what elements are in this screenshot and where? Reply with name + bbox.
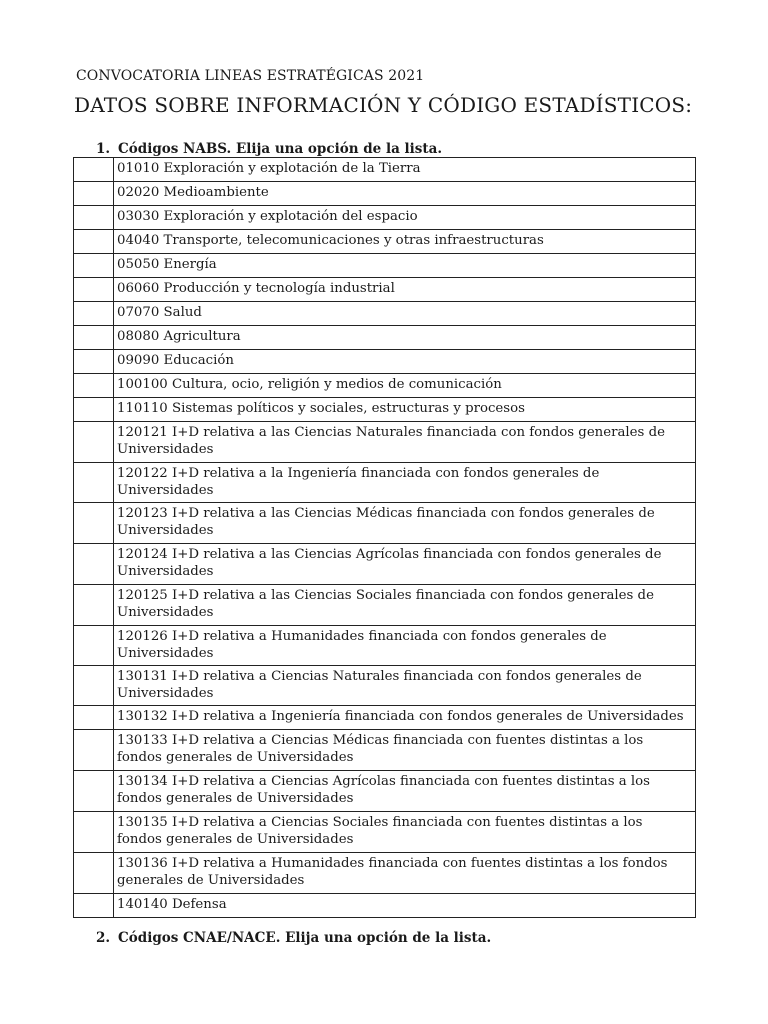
- option-select-cell[interactable]: [74, 666, 114, 706]
- nabs-code-cell: 130134 I+D relativa a Ciencias Agrícolas financiada con fuentes distintas a los fondos generales de Universidades: [114, 771, 696, 812]
- option-select-cell[interactable]: [74, 812, 114, 853]
- table-row[interactable]: [74, 812, 696, 853]
- option-select-cell[interactable]: [74, 254, 114, 278]
- section-heading-text: Códigos CNAE/NACE. Elija una opción de la lista.: [118, 930, 492, 946]
- nabs-code-cell: 04040 Transporte, telecomunicaciones y otras infraestructuras: [114, 230, 696, 254]
- table-row[interactable]: [74, 585, 696, 626]
- option-select-cell[interactable]: [74, 730, 114, 771]
- option-select-cell[interactable]: [74, 278, 114, 302]
- option-select-cell[interactable]: [74, 398, 114, 422]
- option-select-cell[interactable]: [74, 706, 114, 730]
- table-row[interactable]: [74, 666, 696, 706]
- option-select-cell[interactable]: [74, 326, 114, 350]
- table-row[interactable]: [74, 544, 696, 585]
- table-row[interactable]: [74, 278, 696, 302]
- nabs-code-cell: 100100 Cultura, ocio, religión y medios de comunicación: [114, 374, 696, 398]
- nabs-code-cell: 120121 I+D relativa a las Ciencias Naturales financiada con fondos generales de Universidades: [114, 422, 696, 463]
- nabs-code-cell: 120126 I+D relativa a Humanidades financiada con fondos generales de Universidades: [114, 626, 696, 666]
- option-select-cell[interactable]: [74, 182, 114, 206]
- option-select-cell[interactable]: [74, 771, 114, 812]
- option-select-cell[interactable]: [74, 350, 114, 374]
- option-select-cell[interactable]: [74, 626, 114, 666]
- nabs-code-cell: 02020 Medioambiente: [114, 182, 696, 206]
- nabs-code-cell: 130132 I+D relativa a Ingeniería financiada con fondos generales de Universidades: [114, 706, 696, 730]
- nabs-code-cell: 140140 Defensa: [114, 894, 696, 918]
- table-row[interactable]: [74, 350, 696, 374]
- nabs-code-cell: 130135 I+D relativa a Ciencias Sociales financiada con fuentes distintas a los fondos generales de Universidades: [114, 812, 696, 853]
- nabs-code-cell: 120122 I+D relativa a la Ingeniería financiada con fondos generales de Universidades: [114, 463, 696, 503]
- option-select-cell[interactable]: [74, 230, 114, 254]
- table-row[interactable]: [74, 771, 696, 812]
- option-select-cell[interactable]: [74, 544, 114, 585]
- nabs-code-cell: 130133 I+D relativa a Ciencias Médicas financiada con fuentes distintas a los fondos generales de Universidades: [114, 730, 696, 771]
- table-row[interactable]: [74, 254, 696, 278]
- table-row[interactable]: [74, 706, 696, 730]
- nabs-codes-table: [73, 157, 696, 918]
- option-select-cell[interactable]: [74, 422, 114, 463]
- option-select-cell[interactable]: [74, 894, 114, 918]
- table-row[interactable]: [74, 302, 696, 326]
- option-select-cell[interactable]: [74, 206, 114, 230]
- table-row[interactable]: [74, 374, 696, 398]
- table-row[interactable]: [74, 206, 696, 230]
- option-select-cell[interactable]: [74, 302, 114, 326]
- nabs-code-cell: 130136 I+D relativa a Humanidades financiada con fuentes distintas a los fondos generales de Universidades: [114, 853, 696, 894]
- table-row[interactable]: [74, 158, 696, 182]
- option-select-cell[interactable]: [74, 463, 114, 503]
- table-row[interactable]: [74, 182, 696, 206]
- table-row[interactable]: [74, 894, 696, 918]
- option-select-cell[interactable]: [74, 853, 114, 894]
- table-row[interactable]: [74, 503, 696, 544]
- table-row[interactable]: [74, 230, 696, 254]
- table-row[interactable]: [74, 398, 696, 422]
- section-number: 2.: [96, 930, 111, 946]
- table-row[interactable]: [74, 626, 696, 666]
- nabs-code-cell: 01010 Exploración y explotación de la Tierra: [114, 158, 696, 182]
- document-title: DATOS SOBRE INFORMACIÓN Y CÓDIGO ESTADÍSTICOS:: [74, 93, 693, 117]
- table-row[interactable]: [74, 853, 696, 894]
- nabs-code-cell: 120123 I+D relativa a las Ciencias Médicas financiada con fondos generales de Universidades: [114, 503, 696, 544]
- section-heading-text: Códigos NABS. Elija una opción de la lista.: [118, 141, 443, 157]
- table-row[interactable]: [74, 730, 696, 771]
- option-select-cell[interactable]: [74, 158, 114, 182]
- nabs-code-cell: 110110 Sistemas políticos y sociales, estructuras y procesos: [114, 398, 696, 422]
- document-header: CONVOCATORIA LINEAS ESTRATÉGICAS 2021: [76, 68, 425, 84]
- nabs-code-cell: 07070 Salud: [114, 302, 696, 326]
- nabs-code-cell: 08080 Agricultura: [114, 326, 696, 350]
- section-heading-nabs: [96, 141, 442, 157]
- section-number: 1.: [96, 141, 111, 157]
- nabs-code-cell: 05050 Energía: [114, 254, 696, 278]
- nabs-code-cell: 06060 Producción y tecnología industrial: [114, 278, 696, 302]
- table-row[interactable]: [74, 422, 696, 463]
- nabs-code-cell: 03030 Exploración y explotación del espacio: [114, 206, 696, 230]
- table-row[interactable]: [74, 326, 696, 350]
- option-select-cell[interactable]: [74, 374, 114, 398]
- section-heading-cnae: [96, 930, 491, 946]
- nabs-code-cell: 120125 I+D relativa a las Ciencias Sociales financiada con fondos generales de Universidades: [114, 585, 696, 626]
- nabs-code-cell: 130131 I+D relativa a Ciencias Naturales financiada con fondos generales de Universidades: [114, 666, 696, 706]
- option-select-cell[interactable]: [74, 585, 114, 626]
- nabs-code-cell: 09090 Educación: [114, 350, 696, 374]
- nabs-code-cell: 120124 I+D relativa a las Ciencias Agrícolas financiada con fondos generales de Universidades: [114, 544, 696, 585]
- option-select-cell[interactable]: [74, 503, 114, 544]
- table-row[interactable]: [74, 463, 696, 503]
